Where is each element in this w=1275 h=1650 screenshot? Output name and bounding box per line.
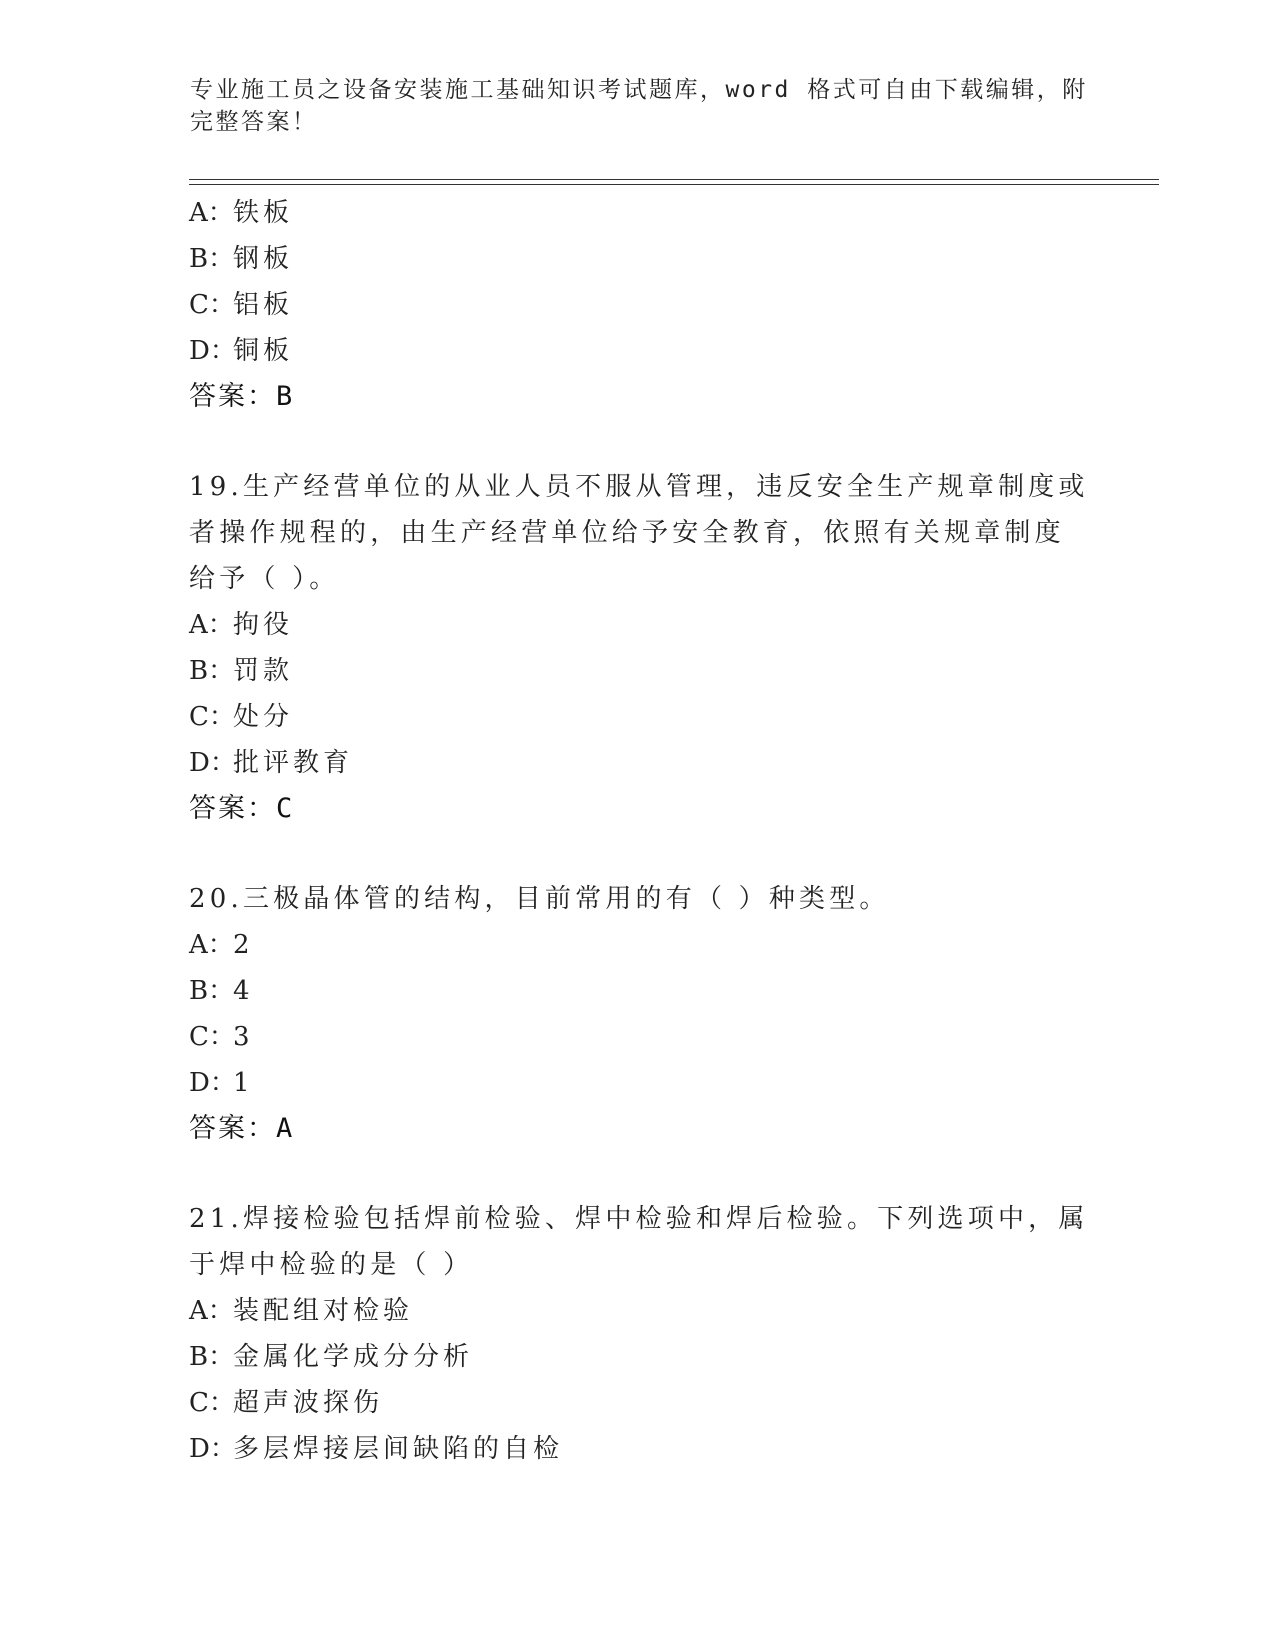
option-d xyxy=(189,1060,1089,1106)
option-a xyxy=(189,190,1089,236)
question-content xyxy=(189,190,1089,1472)
option-letter: B： xyxy=(189,656,235,686)
option-letter: A： xyxy=(189,610,234,640)
header-divider-top xyxy=(189,179,1159,180)
option-letter: D： xyxy=(189,1434,236,1464)
option-letter: A： xyxy=(189,1296,234,1326)
option-c xyxy=(189,282,1089,328)
option-c xyxy=(189,1380,1089,1426)
option-letter: D： xyxy=(189,336,236,366)
question-stem: 19.生产经营单位的从业人员不服从管理，违反安全生产规章制度或者操作规程的，由生产经营单位给予安全教育，依照有关规章制度给予（ ）。 xyxy=(189,472,1089,594)
option-text: 铜板 xyxy=(233,336,294,366)
option-b xyxy=(189,968,1089,1014)
option-d xyxy=(189,1426,1089,1472)
option-text: 钢板 xyxy=(233,244,294,274)
question-19 xyxy=(189,464,1089,832)
answer-value: A xyxy=(276,1113,295,1144)
option-letter: C： xyxy=(189,290,235,320)
answer-value: B xyxy=(276,381,295,412)
answer-label: 答案： xyxy=(189,381,276,412)
spacer xyxy=(189,832,1089,876)
option-text: 处分 xyxy=(233,702,294,732)
option-text: 金属化学成分分析 xyxy=(233,1342,474,1372)
option-b xyxy=(189,1334,1089,1380)
answer-value: C xyxy=(276,793,295,824)
option-text: 2 xyxy=(233,930,254,960)
option-text: 罚款 xyxy=(233,656,294,686)
option-text: 超声波探伤 xyxy=(233,1388,384,1418)
option-letter: B： xyxy=(189,1342,235,1372)
answer-label: 答案： xyxy=(189,793,276,824)
option-a xyxy=(189,922,1089,968)
option-text: 3 xyxy=(233,1022,254,1052)
option-d xyxy=(189,328,1089,374)
header-divider-bottom xyxy=(189,184,1159,185)
option-letter: B： xyxy=(189,976,235,1006)
question-20 xyxy=(189,876,1089,1152)
option-a xyxy=(189,602,1089,648)
option-letter: D： xyxy=(189,748,236,778)
option-text: 1 xyxy=(233,1068,254,1098)
document-header: 专业施工员之设备安装施工基础知识考试题库，word 格式可自由下载编辑，附完整答案！ xyxy=(190,77,1088,135)
option-b xyxy=(189,648,1089,694)
option-letter: C： xyxy=(189,1388,235,1418)
answer-line xyxy=(189,374,1089,420)
option-b xyxy=(189,236,1089,282)
spacer xyxy=(189,1152,1089,1196)
option-text: 装配组对检验 xyxy=(233,1296,414,1326)
spacer xyxy=(189,420,1089,464)
answer-line xyxy=(189,786,1089,832)
option-c xyxy=(189,694,1089,740)
option-text: 4 xyxy=(233,976,254,1006)
option-letter: A： xyxy=(189,930,234,960)
question-stem: 21.焊接检验包括焊前检验、焊中检验和焊后检验。下列选项中，属于焊中检验的是（ ） xyxy=(189,1204,1089,1280)
option-text: 批评教育 xyxy=(233,748,354,778)
option-text: 拘役 xyxy=(233,610,294,640)
answer-line xyxy=(189,1106,1089,1152)
question-stem: 20.三极晶体管的结构，目前常用的有（ ）种类型。 xyxy=(189,884,890,914)
answer-label: 答案： xyxy=(189,1113,276,1144)
option-c xyxy=(189,1014,1089,1060)
option-d xyxy=(189,740,1089,786)
question-21 xyxy=(189,1196,1089,1472)
option-letter: C： xyxy=(189,1022,235,1052)
option-text: 多层焊接层间缺陷的自检 xyxy=(233,1434,564,1464)
option-a xyxy=(189,1288,1089,1334)
option-text: 铝板 xyxy=(233,290,294,320)
question-18 xyxy=(189,190,1089,420)
option-text: 铁板 xyxy=(233,198,294,228)
option-letter: A： xyxy=(189,198,234,228)
option-letter: C： xyxy=(189,702,235,732)
option-letter: D： xyxy=(189,1068,236,1098)
option-letter: B： xyxy=(189,244,235,274)
